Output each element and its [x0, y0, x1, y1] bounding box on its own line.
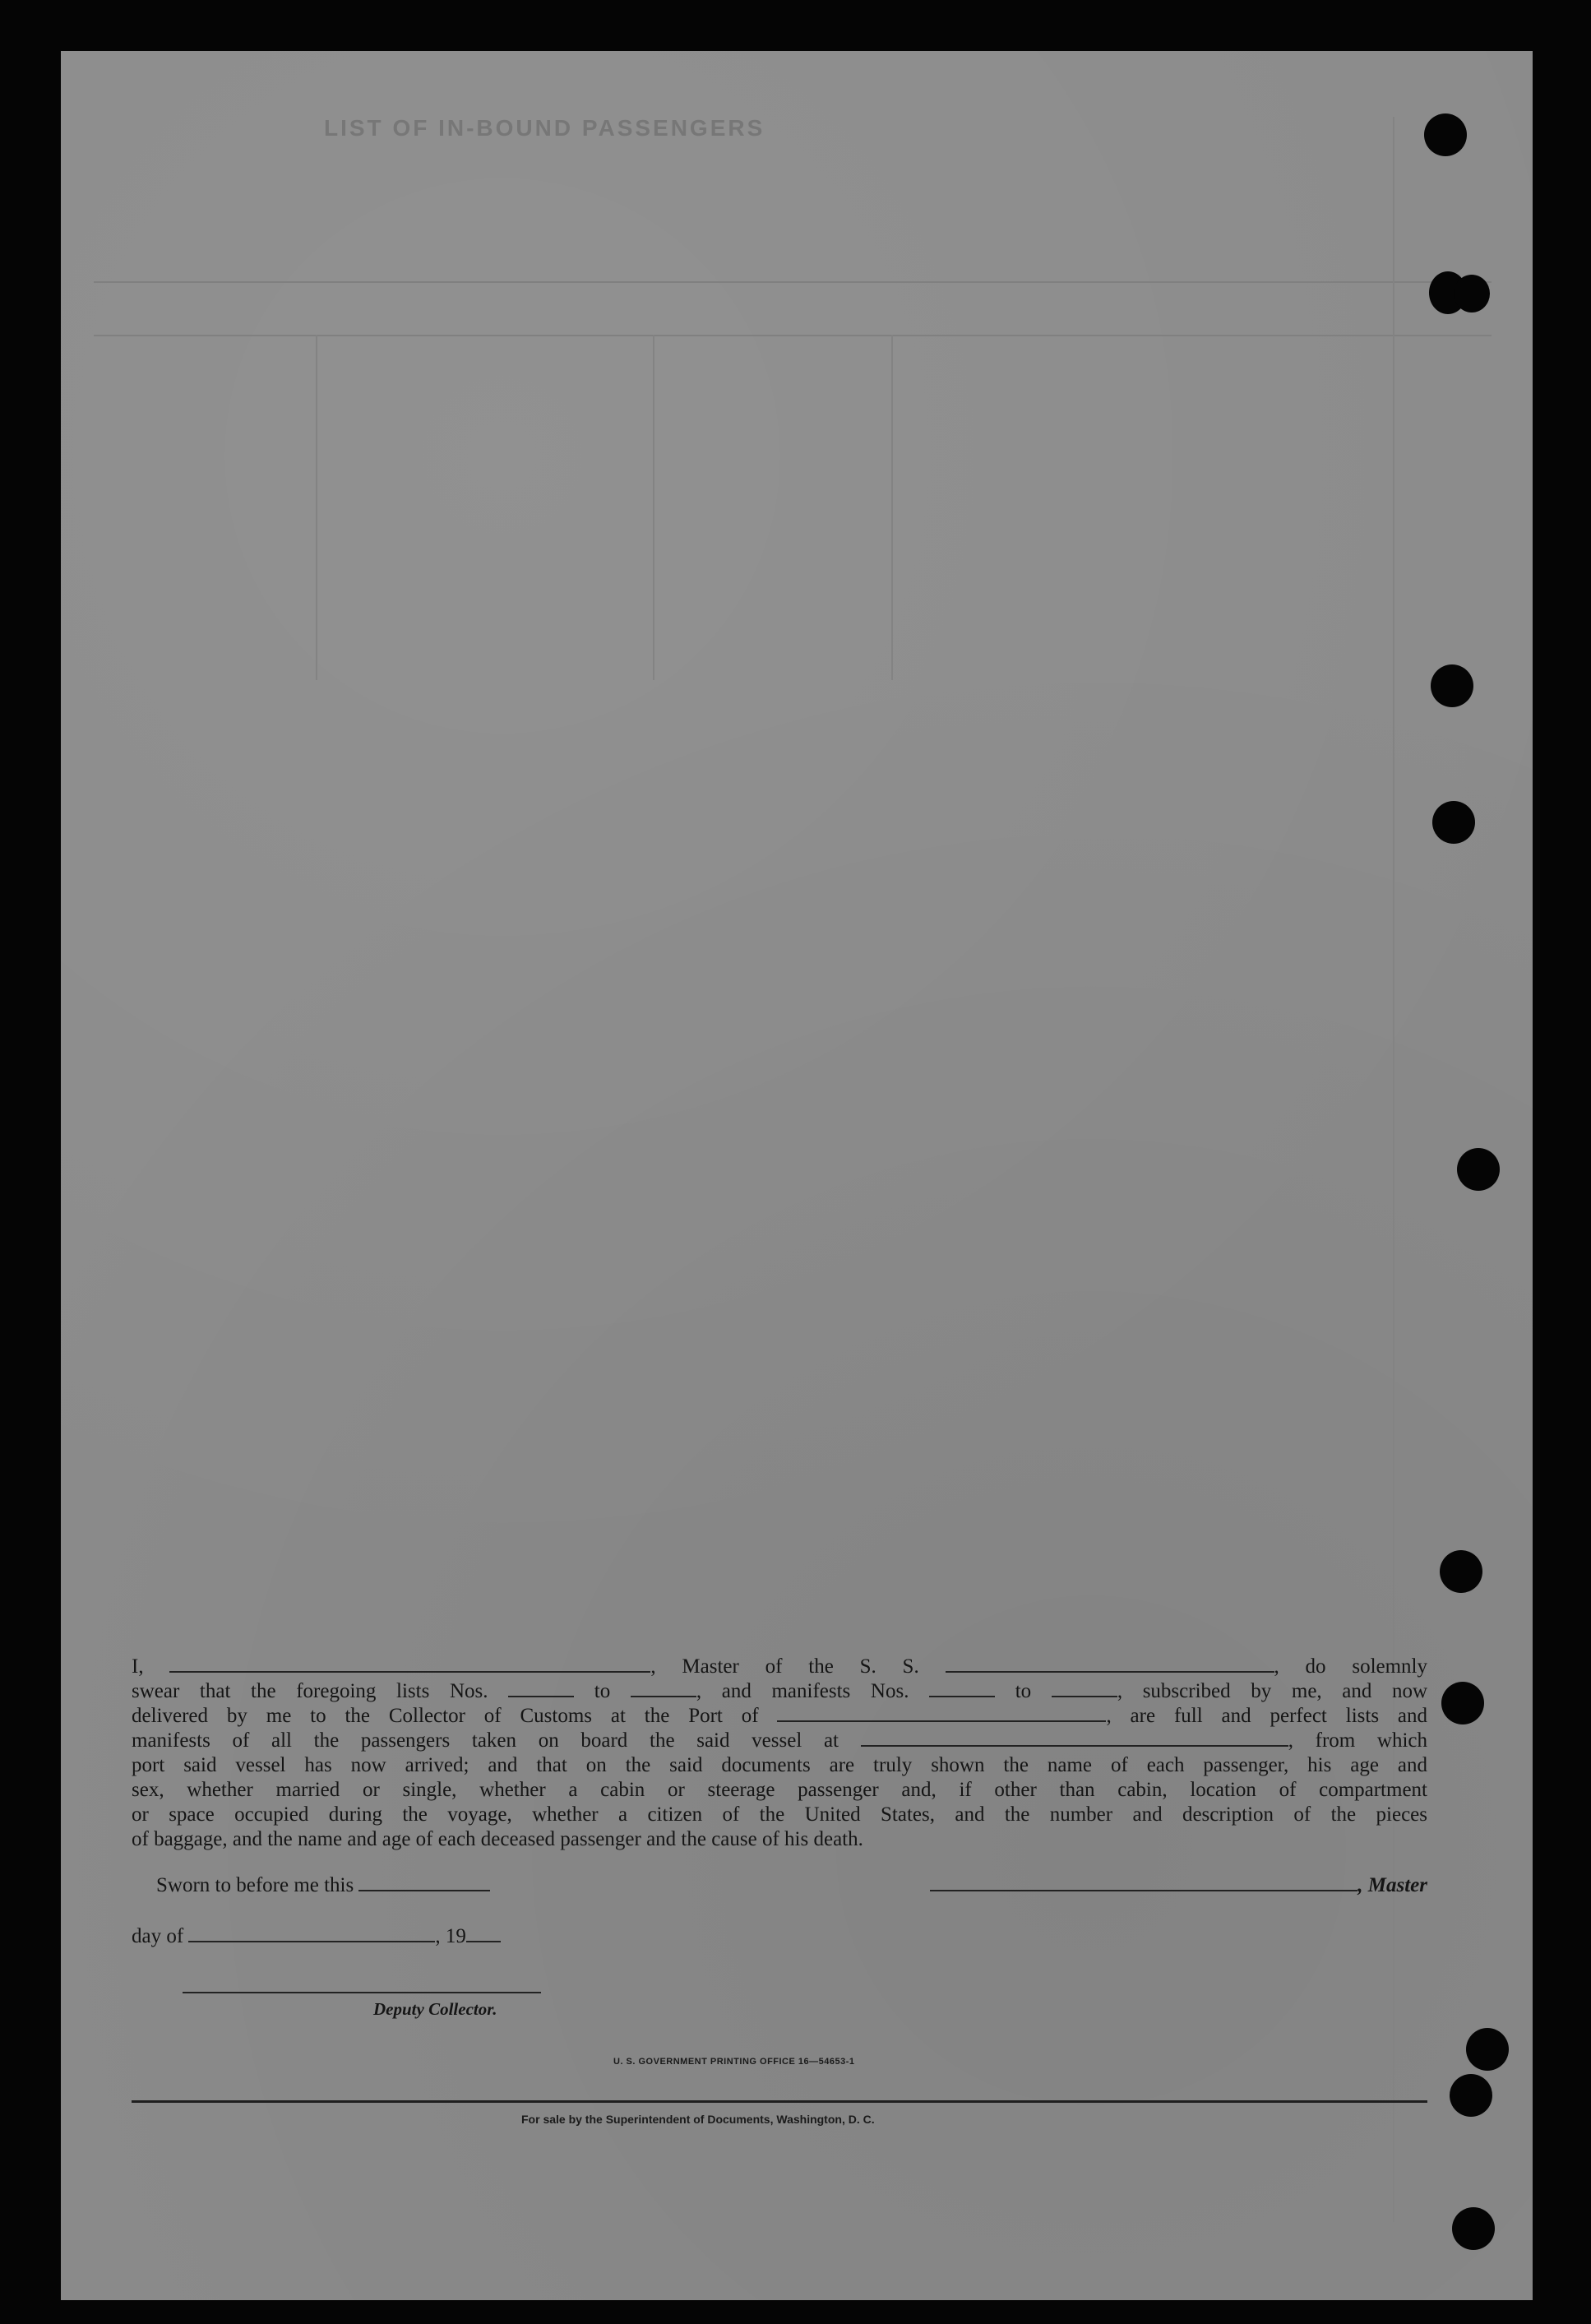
oath-text: to	[1015, 1680, 1032, 1702]
month-blank	[188, 1924, 435, 1942]
punch-hole	[1452, 2207, 1495, 2250]
faded-rule	[94, 335, 1492, 336]
punch-hole	[1450, 2074, 1492, 2117]
oath-text: , from which	[1288, 1729, 1427, 1752]
oath-line-3	[132, 1704, 1427, 1729]
document-page	[61, 51, 1533, 2300]
oath-text: to	[594, 1680, 611, 1702]
deputy-collector-label: Deputy Collector.	[373, 1999, 497, 2019]
punch-hole	[1440, 1550, 1482, 1593]
oath-line-4	[132, 1729, 1427, 1753]
oath-text: , do solemnly	[1274, 1655, 1427, 1678]
ship-name-blank	[946, 1655, 1274, 1673]
oath-text: , and manifests Nos.	[696, 1680, 909, 1702]
faded-header-title: LIST OF IN-BOUND PASSENGERS	[324, 115, 765, 141]
faded-column-rule	[891, 335, 893, 680]
punch-hole	[1466, 2028, 1509, 2071]
master-signature-blank	[930, 1873, 1357, 1891]
deputy-signature-line	[183, 1992, 541, 1993]
day-of-label: day of	[132, 1925, 184, 1947]
punch-hole	[1431, 664, 1473, 707]
for-sale-notice: For sale by the Superintendent of Documents, Washington, D. C.	[521, 2113, 875, 2126]
master-name-blank	[169, 1655, 650, 1673]
master-label: , Master	[1357, 1874, 1427, 1896]
punch-hole	[1424, 113, 1467, 156]
oath-text: delivered by me to the Collector of Customs at the Port of	[132, 1705, 759, 1727]
list-from-blank	[508, 1679, 574, 1697]
oath-text: I,	[132, 1655, 144, 1678]
sworn-label: Sworn to before me this	[156, 1874, 354, 1896]
footer-rule	[132, 2100, 1427, 2103]
faded-margin-rule	[1393, 117, 1394, 2222]
oath-text: , are full and perfect lists and	[1106, 1705, 1428, 1727]
manifest-to-blank	[1052, 1679, 1117, 1697]
oath-line-7: or space occupied during the voyage, whether a citizen of the United States, and the number and description of the pieces	[132, 1803, 1427, 1826]
oath-paragraph	[132, 1655, 1427, 1852]
oath-text: , subscribed by me, and now	[1117, 1680, 1428, 1702]
master-signature	[930, 1873, 1427, 1897]
oath-line-8: of baggage, and the name and age of each deceased passenger and the cause of his death.	[132, 1828, 863, 1850]
year-blank	[466, 1924, 501, 1942]
port-blank	[777, 1704, 1106, 1722]
sworn-date-blank	[358, 1873, 490, 1891]
punch-hole	[1441, 1682, 1484, 1724]
faded-column-rule	[316, 335, 317, 680]
year-label: , 19	[435, 1925, 466, 1947]
day-of-line	[132, 1924, 501, 1948]
faded-column-rule	[653, 335, 654, 680]
oath-line-1	[132, 1655, 1427, 1679]
list-to-blank	[631, 1679, 696, 1697]
oath-text: swear that the foregoing lists Nos.	[132, 1680, 488, 1702]
oath-line-2	[132, 1679, 1427, 1704]
punch-hole	[1457, 1148, 1500, 1191]
sworn-statement	[132, 1873, 490, 1897]
departure-port-blank	[861, 1729, 1288, 1747]
faded-rule	[94, 281, 1492, 283]
oath-line-5: port said vessel has now arrived; and that on the said documents are truly shown the name of each passenger, his age and	[132, 1754, 1427, 1776]
printing-office-imprint: U. S. GOVERNMENT PRINTING OFFICE 16—54653-1	[613, 2057, 855, 2067]
punch-hole	[1432, 801, 1475, 844]
oath-line-6: sex, whether married or single, whether a cabin or steerage passenger and, if other than cabin, location of compartment	[132, 1779, 1427, 1801]
punch-hole	[1454, 275, 1490, 312]
oath-text: manifests of all the passengers taken on board the said vessel at	[132, 1729, 839, 1752]
manifest-from-blank	[929, 1679, 995, 1697]
oath-text: , Master of the S. S.	[650, 1655, 919, 1678]
